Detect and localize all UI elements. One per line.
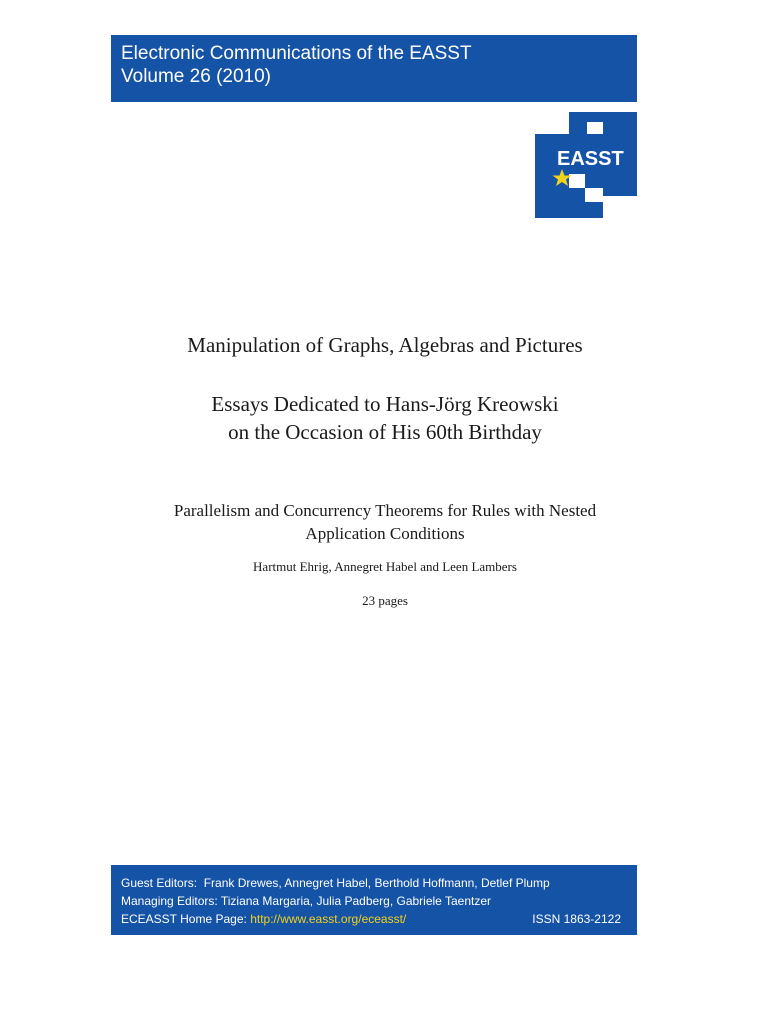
- dedication: [0, 390, 770, 446]
- editors-footer: [111, 865, 637, 935]
- dedication-line-1: Essays Dedicated to Hans-Jörg Kreowski: [211, 392, 559, 416]
- page-count: 23 pages: [362, 593, 408, 608]
- journal-volume: Volume 26 (2010): [121, 66, 271, 87]
- logo-text: EASST: [557, 148, 624, 170]
- managing-editors-names: Tiziana Margaria, Julia Padberg, Gabriele Taentzer: [220, 894, 491, 908]
- managing-editors-label: Managing Editors:: [121, 894, 218, 908]
- home-page-link[interactable]: http://www.easst.org/eceasst/: [250, 912, 407, 926]
- paper-authors: Hartmut Ehrig, Annegret Habel and Leen Lambers: [253, 559, 517, 574]
- home-page-label: ECEASST Home Page:: [121, 912, 247, 926]
- journal-header: [111, 35, 637, 102]
- guest-editors-names: Frank Drewes, Annegret Habel, Berthold Hoffmann, Detlef Plump: [203, 876, 550, 890]
- paper-title-line-1: Parallelism and Concurrency Theorems for Rules with Nested: [173, 501, 597, 520]
- proceedings-title: Manipulation of Graphs, Algebras and Pictures: [187, 333, 583, 357]
- managing-editors-line: [121, 892, 627, 910]
- paper-title: [0, 499, 770, 545]
- home-page-line: [121, 910, 627, 928]
- paper-title-line-2: Application Conditions: [305, 524, 465, 543]
- easst-logo-icon: [535, 112, 637, 218]
- journal-name: Electronic Communications of the EASST: [121, 43, 472, 64]
- guest-editors-label: Guest Editors:: [121, 876, 198, 890]
- guest-editors-line: [121, 874, 627, 892]
- dedication-line-2: on the Occasion of His 60th Birthday: [228, 420, 542, 444]
- issn: ISSN 1863-2122: [532, 912, 621, 926]
